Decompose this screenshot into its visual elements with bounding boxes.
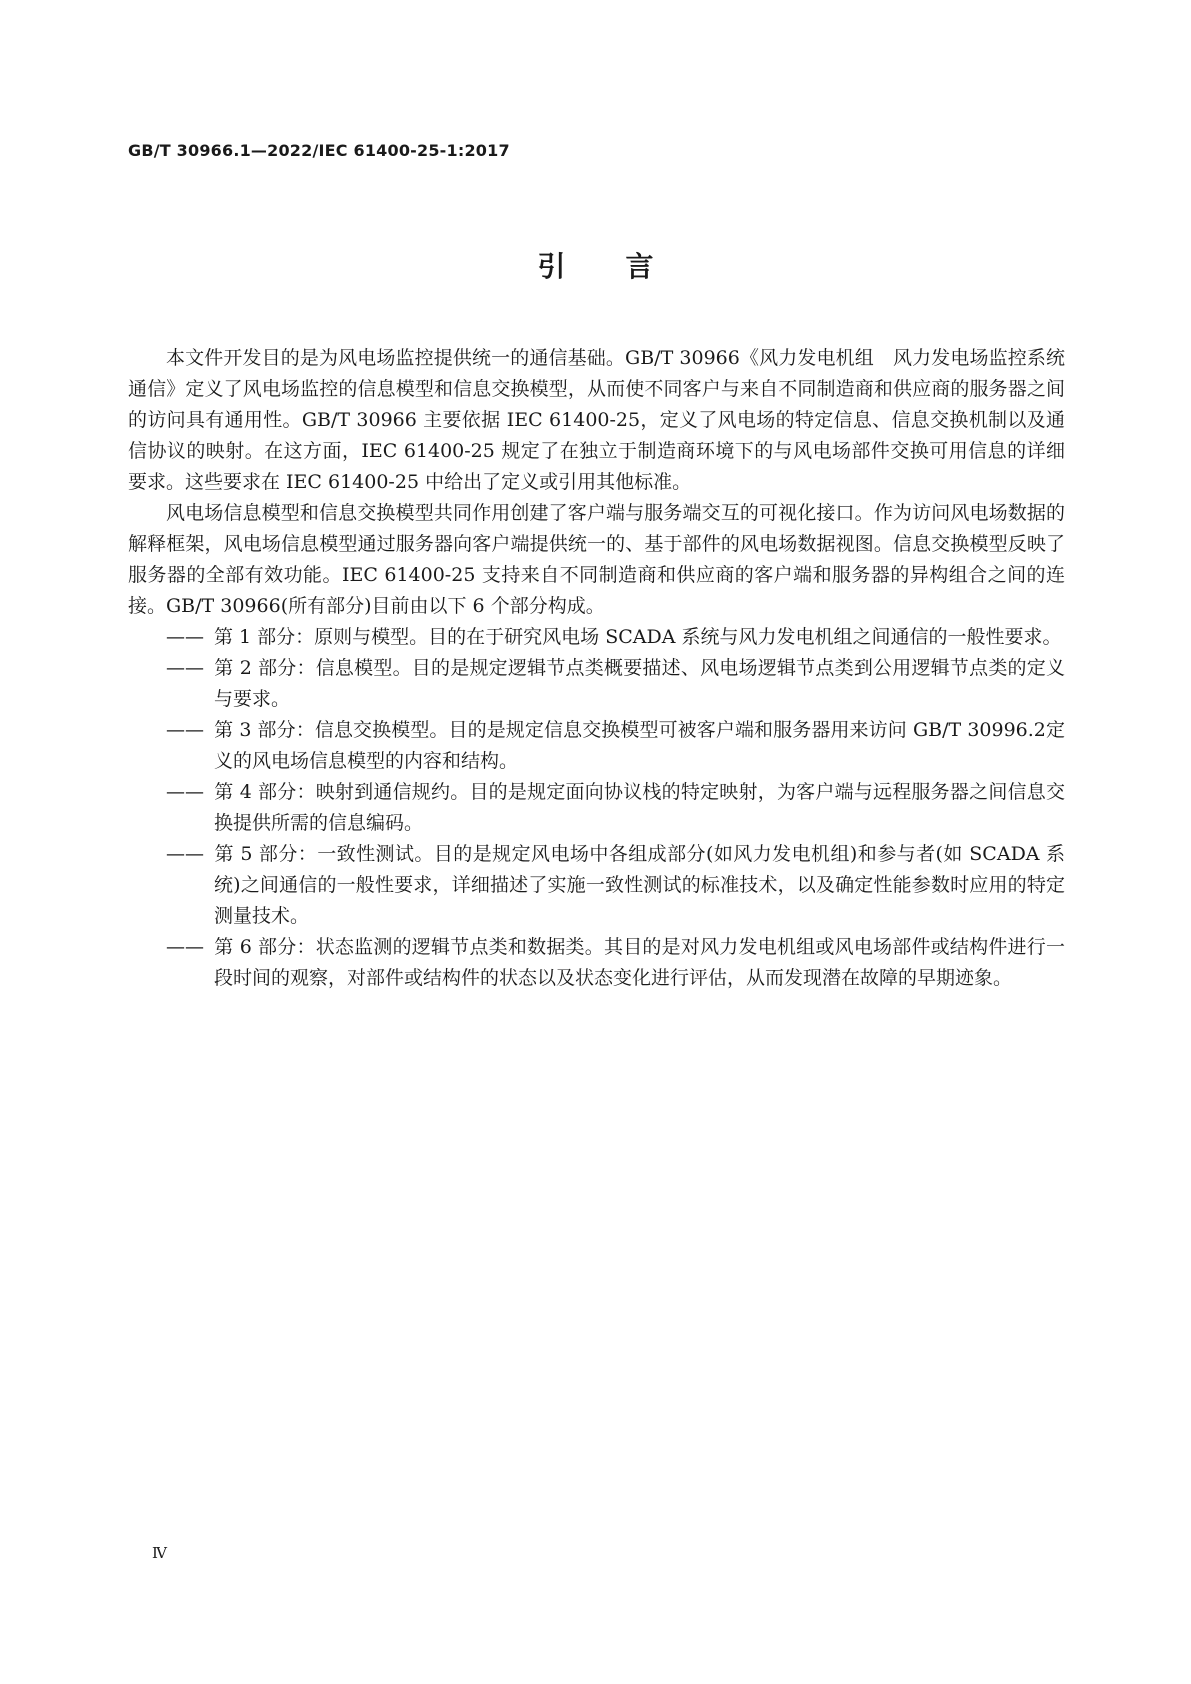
part-text: 第 2 部分：信息模型。目的是规定逻辑节点类概要描述、风电场逻辑节点类到公用逻辑节点类的定义与要求。	[214, 657, 1065, 710]
list-item	[128, 653, 1065, 715]
page-title: 引言	[537, 250, 714, 283]
list-item	[128, 932, 1065, 994]
list-item	[128, 777, 1065, 839]
part-text: 第 4 部分：映射到通信规约。目的是规定面向协议栈的特定映射，为客户端与远程服务器之间信息交换提供所需的信息编码。	[214, 781, 1065, 834]
dash-marker: ——	[166, 719, 204, 741]
dash-marker: ——	[166, 843, 204, 865]
intro-paragraph-2: 风电场信息模型和信息交换模型共同作用创建了客户端与服务端交互的可视化接口。作为访问风电场数据的解释框架，风电场信息模型通过服务器向客户端提供统一的、基于部件的风电场数据视图。信息交换模型反映了服务器的全部有效功能。IEC 61400-25 支持来自不同制造商和供应商的客户端和服务器的异构组合之间的连接。GB/T 30966(所有部分)目前由以下 6 个部分构成。	[128, 502, 1065, 617]
document-body	[128, 343, 1065, 994]
dash-marker: ——	[166, 936, 204, 958]
part-text: 第 1 部分：原则与模型。目的在于研究风电场 SCADA 系统与风力发电机组之间通信的一般性要求。	[214, 626, 1062, 648]
list-item	[128, 839, 1065, 932]
dash-marker: ——	[166, 626, 204, 648]
list-item	[128, 715, 1065, 777]
part-text: 第 3 部分：信息交换模型。目的是规定信息交换模型可被客户端和服务器用来访问 GB/T 30996.2定义的风电场信息模型的内容和结构。	[214, 719, 1065, 772]
dash-marker: ——	[166, 657, 204, 679]
page-number: Ⅳ	[152, 1544, 167, 1562]
standard-header: GB/T 30966.1—2022/IEC 61400-25-1:2017	[128, 141, 510, 160]
intro-paragraph-1: 本文件开发目的是为风电场监控提供统一的通信基础。GB/T 30966《风力发电机组 风力发电场监控系统通信》定义了风电场监控的信息模型和信息交换模型，从而使不同客户与来自不同制造商和供应商的服务器之间的访问具有通用性。GB/T 30966 主要依据 IEC 61400-25，定义了风电场的特定信息、信息交换机制以及通信协议的映射。在这方面，IEC 61400-25 规定了在独立于制造商环境下的与风电场部件交换可用信息的详细要求。这些要求在 IEC 61400-25 中给出了定义或引用其他标准。	[128, 347, 1065, 493]
parts-list	[128, 622, 1065, 994]
list-item	[128, 622, 1065, 653]
part-text: 第 5 部分：一致性测试。目的是规定风电场中各组成部分(如风力发电机组)和参与者(如 SCADA 系统)之间通信的一般性要求，详细描述了实施一致性测试的标准技术，以及确定性能参数时应用的特定测量技术。	[214, 843, 1065, 927]
dash-marker: ——	[166, 781, 204, 803]
part-text: 第 6 部分：状态监测的逻辑节点类和数据类。其目的是对风力发电机组或风电场部件或结构件进行一段时间的观察，对部件或结构件的状态以及状态变化进行评估，从而发现潜在故障的早期迹象。	[214, 936, 1065, 989]
